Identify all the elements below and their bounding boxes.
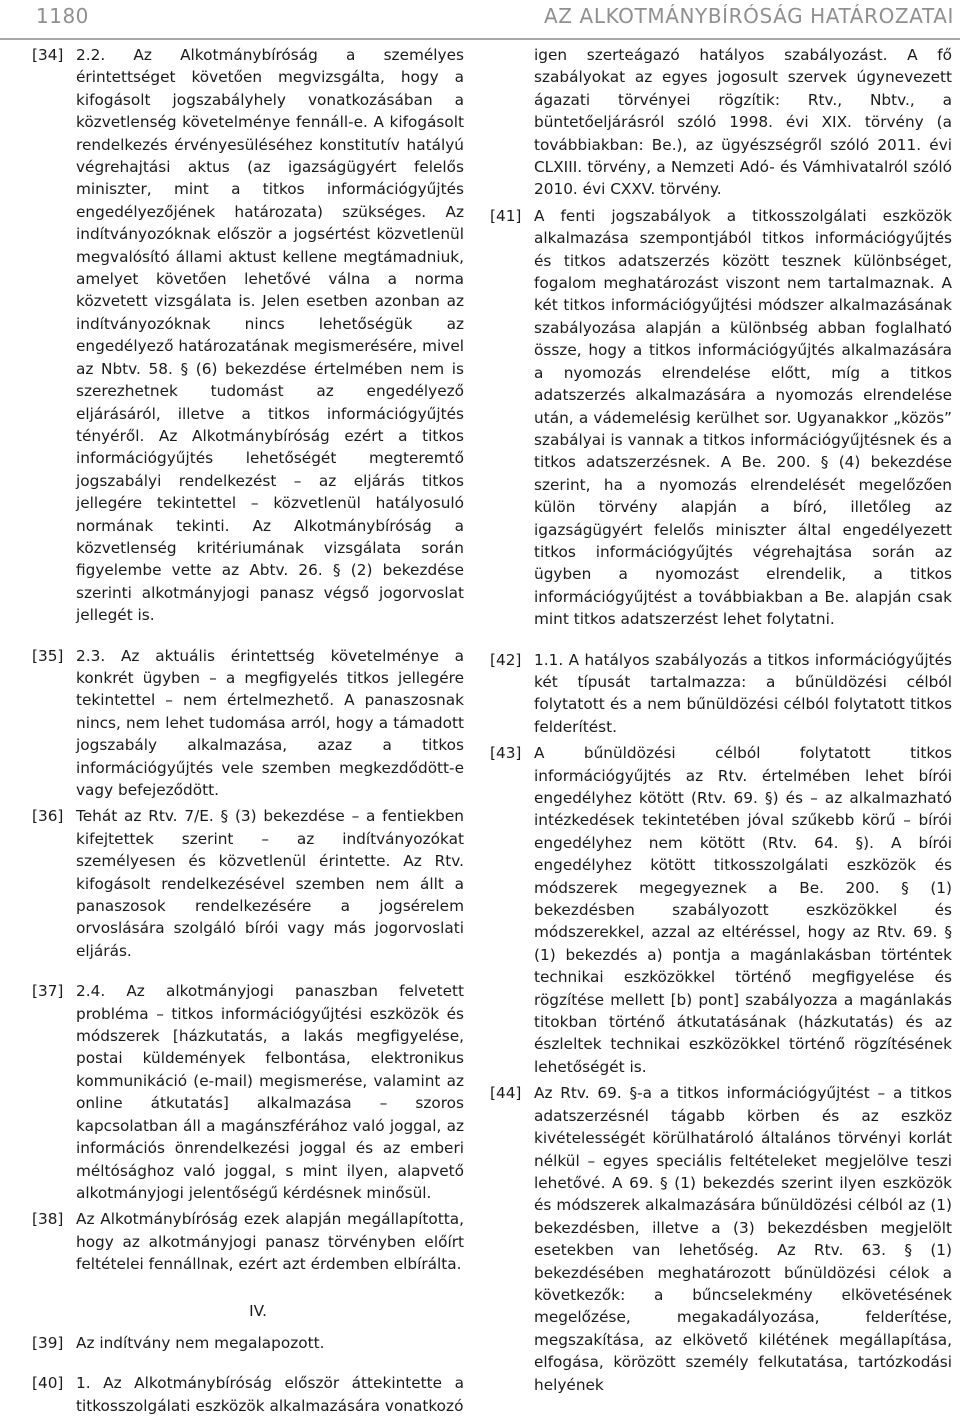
paragraph-text: A fenti jogszabályok a titkosszolgálati eszközök alkalmazása szempontjából titkos információgyűjtés és titkos adatszerzés között tesznek különbséget, fogalom meghatározást viszont nem tartalmaznak. A két titkos információgyűjtési módszer alkalmazásának szabályozása alapján a különbség abban foglalható össze, hogy a titkos információgyűjtés alkalmazására a nyomozás elrendelése előtt, míg a titkos adatszerzés alkalmazására a nyomozás elrendelése után, a vádemelésig kerülhet sor. Ugyanakkor „közös” szabályai is vannak a titkos információgyűjtésnek és a titkos adatszerzésnek. A Be. 200. § (4) bekezdése szerint, ha a nyomozás elrendelését megelőzően külön törvény alapján a bíró, illetőleg az igazságügyért felelős miniszter által engedélyezett titkos információgyűjtés végrehajtása során az ügyben a nyomozást elrendelik, a titkos információgyűjtést a továbbiakban a Be. alapján csak mint titkos adatszerzést lehet folytatni. <box>534 206 952 629</box>
paragraph-text: 2.4. Az alkotmányjogi panaszban felvetett probléma – titkos információgyűjtési eszközök és módszerek [házkutatás, a lakás megfigyelése, postai küldemények felbontása, elektronikus kommunikáció (e-mail) megismerése, valamint az online átkutatás] alkalmazása – szoros kapcsolatban áll a magánszférához való joggal, az információs önrendelkezési joggal és az emberi méltósághoz való joggal, s mint ilyen, alapvető alkotmányjogi jelentőségű kérdésnek minősül. <box>76 982 464 1202</box>
paragraph-42 <box>490 649 952 739</box>
paragraph-text: igen szerteágazó hatályos szabályozást. A fő szabályokat az egyes jogosult szervek úgynevezett ágazati törvényei rögzítik: Rtv., Nbtv., a büntetőeljárásról szóló 1998. évi XIX. törvény (a továbbiakban: Be.), az ügyészségről szóló 2011. évi CLXIII. törvény, a Nemzeti Adó- és Vámhivatalról szóló 2010. évi CXXV. törvény. <box>534 46 952 199</box>
paragraph-number: [35] <box>32 646 64 665</box>
paragraph-continuation <box>490 44 952 201</box>
paragraph-36 <box>32 805 464 962</box>
paragraph-number: [41] <box>490 206 522 225</box>
running-title: AZ ALKOTMÁNYBÍRÓSÁG HATÁROZATAI <box>544 4 954 28</box>
section-heading: IV. <box>249 1301 267 1320</box>
paragraph-number: [38] <box>32 1210 64 1229</box>
paragraph-text: Az Rtv. 69. §-a a titkos információgyűjtést – a titkos adatszerzésnél tágabb körben és az eszköz kivételességét körülhatároló általános törvényi korlát nélkül – egyes speciális feltételeket megjelölve teszi lehetővé. A 69. § (1) bekezdés szerint ilyen eszközök és módszerek alkalmazására bűnüldözési célból az (1) bekezdésben, illetve a (3) bekezdésben megjelölt esetekben van lehetőség. Az Rtv. 63. § (1) bekezdésében meghatározott bűnüldözési célok a következők: a bűncselekmény elkövetésének megelőzése, megakadályozása, felderítése, megszakítása, az elkövető kilétének megállapítása, elfogása, körözött személy felkutatása, tartózkodási helyének <box>534 1084 952 1394</box>
paragraph-text: Az indítvány nem megalapozott. <box>76 1333 325 1352</box>
paragraph-number: [42] <box>490 650 522 669</box>
paragraph-number: [43] <box>490 744 522 763</box>
paragraph-37 <box>32 980 464 1204</box>
paragraph-number: [34] <box>32 46 64 64</box>
paragraph-44 <box>490 1082 952 1396</box>
paragraph-text: 1.1. A hatályos szabályozás a titkos információgyűjtés két típusát tartalmazza: a bűnüldözési célból folytatott és a nem bűnüldözési célból folytatott titkos felderítést. <box>534 650 952 736</box>
right-column <box>490 44 952 1400</box>
paragraph-number: [44] <box>490 1084 522 1103</box>
paragraph-text: 1. Az Alkotmánybíróság először áttekintette a titkosszolgálati eszközök alkalmazására vonatkozó <box>76 1374 464 1415</box>
left-column <box>32 44 464 1421</box>
paragraph-number: [36] <box>32 807 64 826</box>
page-header <box>0 0 960 40</box>
paragraph-number: [37] <box>32 982 64 1001</box>
paragraph-number: [40] <box>32 1374 64 1393</box>
paragraph-text: 2.3. Az aktuális érintettség követelménye a konkrét ügyben – a megfigyelés titkos jellegére tekintettel – nem értelmezhető. A panaszosnak nincs, nem lehet tudomása arról, hogy a támadott jogszabály alkalmazása, azaz a titkos információgyűjtés vele szemben megkezdődött-e vagy befejeződött. <box>76 646 464 799</box>
paragraph-text: Az Alkotmánybíróság ezek alapján megállapította, hogy az alkotmányjogi panasz törvényben előírt feltételei fennállnak, ezért azt érdemben elbírálta. <box>76 1210 464 1274</box>
paragraph-41 <box>490 205 952 631</box>
paragraph-38 <box>32 1208 464 1275</box>
paragraph-34 <box>32 44 464 627</box>
page-number: 1180 <box>36 4 89 28</box>
paragraph-text: Tehát az Rtv. 7/E. § (3) bekezdése – a fentiekben kifejtettek szerint – az indítványozókat személyesen és közvetlenül érintette. Az Rtv. kifogásolt rendelkezésével szemben nem állt a panaszosok rendelkezésére a jogsérelem orvoslására szolgáló bírói vagy más jogorvoslati eljárás. <box>76 807 464 960</box>
paragraph-40 <box>32 1372 464 1417</box>
paragraph-text: 2.2. Az Alkotmánybíróság a személyes érintettséget követően megvizsgálta, hogy a kifogásolt jogszabályhely vonatkozásában a közvetlenség követelménye fennáll-e. A kifogásolt rendelkezés érvényesüléséhez konstitutív hatályú végrehajtási aktus (az igazságügyért felelős miniszter, mint a titkos információgyűjtés engedélyezőjének határozata) szükséges. Az indítványozóknak először a jogsértést közvetlenül megvalósító állami aktust kellene megtámadniuk, amelyet követően lehetővé válna a norma közvetett vizsgálata is. Jelen esetben azonban az indítványozóknak nincs lehetőségük az engedélyező határozatának megismerésére, mivel az Nbtv. 58. § (6) bekezdése értelmében nem is szerezhetnek tudomást az engedélyező eljárásáról, illetve a titkos információgyűjtés tényéről. Az Alkotmánybíróság ezért a titkos információgyűjtés lehetőségét megteremtő jogszabályi rendelkezést – az eljárás titkos jellegére tekintettel – közvetlenül hatályosuló normának tekinti. Az Alkotmánybíróság a közvetlenség kritériumának vizsgálata során figyelembe vette az Abtv. 26. § (2) bekezdése szerinti alkotmányjogi panasz végső jogorvoslat jellegét is. <box>76 46 464 625</box>
paragraph-text: A bűnüldözési célból folytatott titkos információgyűjtés az Rtv. értelmében lehet bírói engedélyhez kötött (Rtv. 69. §) és – az alkalmazható intézkedések tekintetében jóval szűkebb körű – bírói engedélyhez nem kötött (Rtv. 64. §). A bírói engedélyhez kötött titkosszolgálati eszközök és módszerek megegyeznek a Be. 200. § (1) bekezdésben szabályozott eszközökkel és módszerekkel, azzal az eltéréssel, hogy az Rtv. 69. § (1) bekezdés a) pontja a magánlakásban történtek technikai eszközökkel történő megfigyelése és rögzítése mellett [b) pont] szabályozza a magánlakás titokban történő átkutatásának (házkutatás) és az észleltek technikai eszközökkel történő rögzítésének lehetőségét is. <box>534 744 952 1076</box>
paragraph-35 <box>32 645 464 802</box>
paragraph-43 <box>490 742 952 1078</box>
paragraph-39 <box>32 1332 464 1354</box>
paragraph-number: [39] <box>32 1333 64 1352</box>
